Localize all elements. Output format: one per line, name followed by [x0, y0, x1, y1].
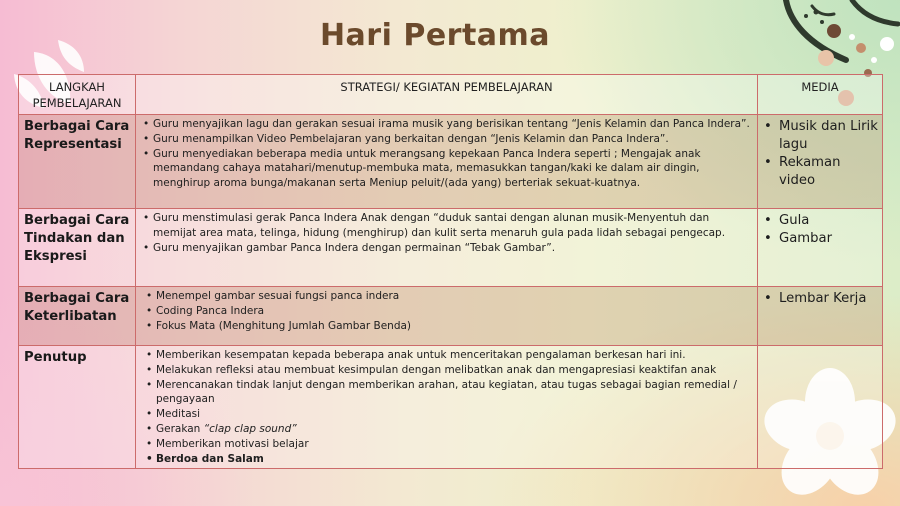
activity-item: • Guru menyajikan gambar Panca Indera dengan permainan “Tebak Gambar”. — [153, 241, 751, 256]
row-4-step-cell — [19, 346, 136, 469]
row-1-step-cell — [19, 115, 136, 209]
dot — [871, 57, 877, 63]
media-list — [758, 212, 880, 248]
step-label: Penutup — [24, 350, 87, 365]
activity-item: • Guru menampilkan Video Pembelajaran yang berkaitan dengan “Jenis Kelamin dan Panca Indera”. — [153, 132, 751, 147]
row-3-media-cell — [758, 287, 883, 346]
media-list — [758, 118, 880, 190]
activity-list — [136, 289, 751, 333]
row-3-activities-cell — [136, 287, 758, 346]
activity-item: • Meditasi — [156, 407, 751, 422]
activity-item: • Coding Panca Indera — [156, 304, 751, 319]
media-item: • Gambar — [779, 230, 880, 248]
activity-item: • Berdoa dan Salam — [156, 452, 751, 467]
activity-text: Gerakan — [156, 422, 201, 435]
activity-item: • Memberikan motivasi belajar — [156, 437, 751, 452]
activity-list — [136, 117, 751, 191]
activity-item: • Menempel gambar sesuai fungsi panca indera — [156, 289, 751, 304]
header-activities-label: STRATEGI/ KEGIATAN PEMBELAJARAN — [340, 80, 553, 94]
row-1-media-cell — [758, 115, 883, 209]
step-label: Berbagai Cara Representasi — [24, 119, 130, 152]
step-label: Berbagai Cara Keterlibatan — [24, 291, 130, 324]
media-item: • Rekaman video — [779, 154, 880, 190]
slide-title: Hari Pertama — [319, 18, 551, 53]
activity-emphasis: “clap clap sound” — [203, 422, 297, 435]
row-2-step-cell — [19, 209, 136, 287]
header-media — [758, 75, 883, 115]
media-item: • Lembar Kerja — [779, 290, 880, 308]
lesson-table — [18, 74, 883, 469]
header-step — [19, 75, 136, 115]
media-item: • Musik dan Lirik lagu — [779, 118, 880, 154]
activity-item — [156, 422, 751, 437]
activity-item: • Guru menstimulasi gerak Panca Indera Anak dengan “duduk santai dengan alunan musik-Menyentuh dan memijat area mata, telinga, hidung (menghirup) dan kulit serta menaruh gula pada lidah sebagai pengecap. — [153, 211, 751, 241]
row-2-activities-cell — [136, 209, 758, 287]
activity-list — [136, 348, 751, 466]
header-step-label: LANGKAH PEMBELAJARAN — [32, 80, 122, 110]
row-4-media-cell — [758, 346, 883, 469]
row-4-activities-cell — [136, 346, 758, 469]
row-3-step-cell — [19, 287, 136, 346]
row-2-media-cell — [758, 209, 883, 287]
media-list — [758, 290, 880, 308]
activity-item: • Guru menyajikan lagu dan gerakan sesuai irama musik yang berisikan tentang “Jenis Kelamin dan Panca Indera”. — [153, 117, 751, 132]
dot — [880, 37, 894, 51]
media-item: • Gula — [779, 212, 880, 230]
activity-item: • Memberikan kesempatan kepada beberapa anak untuk menceritakan pengalaman berkesan hari ini. — [156, 348, 751, 363]
row-1-activities-cell — [136, 115, 758, 209]
activity-item: • Melakukan refleksi atau membuat kesimpulan dengan melibatkan anak dan mengapresiasi keaktifan anak — [156, 363, 751, 378]
step-label: Berbagai Cara Tindakan dan Ekspresi — [24, 213, 130, 264]
activity-item: • Fokus Mata (Menghitung Jumlah Gambar Benda) — [156, 319, 751, 334]
activity-item: • Merencanakan tindak lanjut dengan memberikan arahan, atau kegiatan, atau tugas sebagai bagian remedial / pengayaan — [156, 378, 751, 408]
header-media-label: MEDIA — [801, 80, 839, 94]
activity-list — [136, 211, 751, 255]
header-activities — [136, 75, 758, 115]
activity-item: • Guru menyediakan beberapa media untuk merangsang kepekaan Panca Indera seperti ; Mengajak anak memandang cahaya matahari/menutup-membuka mata, memasukkan tangan/kaki ke dalam air dingin, menghirup aroma bunga/makanan serta Meniup peluit/(ada yang) berteriak sekuat-kuatnya. — [153, 147, 751, 191]
